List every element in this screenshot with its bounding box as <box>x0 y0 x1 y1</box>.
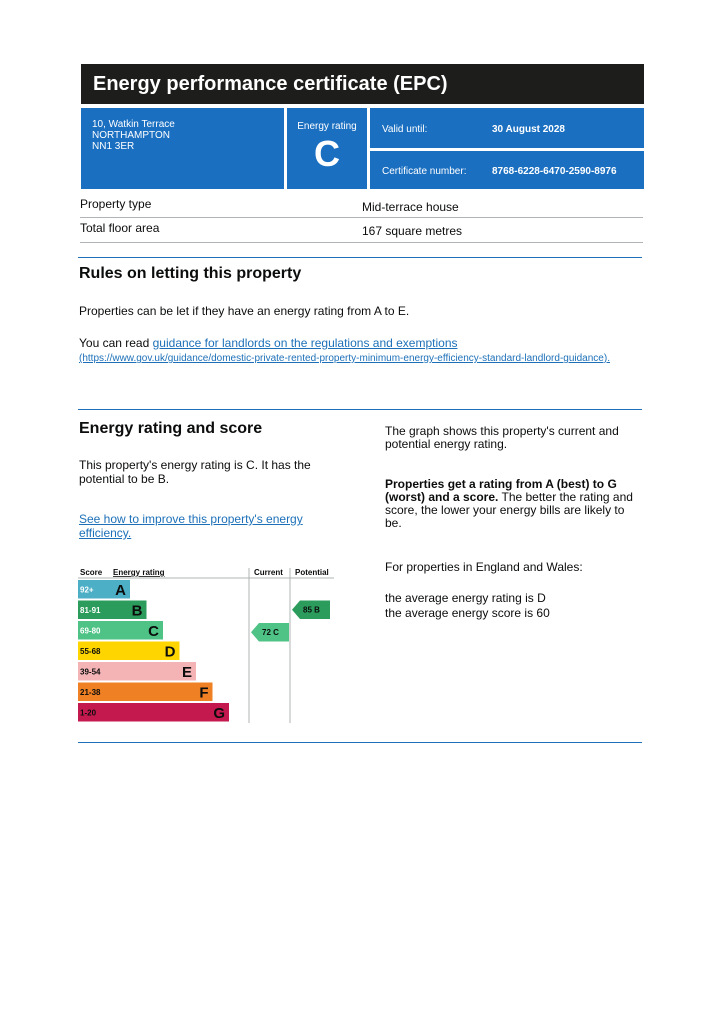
section-divider <box>78 257 642 258</box>
floor-area-label: Total floor area <box>80 221 160 235</box>
score-heading: Energy rating and score <box>79 420 263 437</box>
floor-area-value: 167 square metres <box>362 224 463 238</box>
section-divider <box>78 409 642 410</box>
valid-until-label: Valid until: <box>382 124 428 135</box>
section-divider <box>78 742 642 743</box>
energy-rating-chart <box>78 565 334 725</box>
certificate-header <box>81 108 644 189</box>
rating-explanation-bold: Properties get a rating from A (best) to G (worst) and a score. <box>385 477 617 504</box>
energy-rating-label: Energy rating <box>297 121 357 132</box>
letting-text: Properties can be let if they have an energy rating from A to E. <box>79 304 410 318</box>
header-score: Score <box>80 568 103 577</box>
divider <box>80 242 643 243</box>
energy-rating-letter: C <box>314 133 340 174</box>
certificate-number-box <box>370 151 644 189</box>
band-bar-f <box>106 683 213 702</box>
valid-until-value: 30 August 2028 <box>492 124 565 135</box>
energy-rating-box <box>287 108 367 189</box>
band-letter-e: E <box>181 664 192 681</box>
band-letter-b: B <box>131 602 143 620</box>
graph-description: The graph shows this property's current and potential energy rating. <box>385 424 619 451</box>
band-range-d: 55-68 <box>80 647 101 656</box>
band-range-e: 39-54 <box>80 667 101 677</box>
potential-rating-marker-label: 85 B <box>303 605 320 615</box>
page-title: Energy performance certificate (EPC) <box>81 64 644 104</box>
band-letter-g: G <box>213 705 225 722</box>
band-letter-c: C <box>148 623 159 640</box>
address-line-2: NORTHAMPTON <box>92 130 170 141</box>
band-range-c: 69-80 <box>80 626 101 636</box>
certificate-number-value: 8768-6228-6470-2590-8976 <box>492 166 617 177</box>
band-range-g: 1-20 <box>80 708 97 718</box>
address-line-1: 10, Watkin Terrace <box>92 119 175 130</box>
landlord-guidance-link[interactable]: guidance for landlords on the regulations and exemptions <box>152 336 458 350</box>
band-range-a: 92+ <box>80 585 94 595</box>
rating-explanation <box>385 478 635 530</box>
letting-guidance-prefix: You can read <box>79 336 153 350</box>
letting-heading: Rules on letting this property <box>79 265 302 282</box>
band-letter-a: A <box>115 582 126 599</box>
band-letter-f: F <box>199 684 209 702</box>
average-score: the average energy score is 60 <box>385 606 550 620</box>
band-letter-d: D <box>164 643 176 661</box>
energy-rating-graph <box>78 565 334 725</box>
band-range-b: 81-91 <box>80 606 101 615</box>
average-rating: the average energy rating is D <box>385 591 546 605</box>
divider <box>80 217 643 218</box>
address-box <box>81 108 284 189</box>
property-type-label: Property type <box>80 197 152 211</box>
letting-guidance <box>79 336 639 366</box>
header-potential: Potential <box>295 568 329 577</box>
improve-efficiency-link[interactable]: See how to improve this property's energy efficiency. <box>79 512 303 540</box>
rating-explanation-rest: The better the rating and score, the lower your energy bills are likely to be. <box>385 490 633 530</box>
landlord-guidance-url-link[interactable]: (https://www.gov.uk/guidance/domestic-private-rented-property-minimum-energy-efficiency-standard-landlord-guidance). <box>79 353 610 364</box>
certificate-number-label: Certificate number: <box>382 166 467 177</box>
score-text: This property's energy rating is C. It has the potential to be B. <box>79 458 311 486</box>
header-current: Current <box>254 568 283 577</box>
band-range-f: 21-38 <box>80 688 101 697</box>
england-wales-text: For properties in England and Wales: <box>385 560 583 574</box>
current-rating-marker-label: 72 C <box>262 628 279 637</box>
property-type-value: Mid-terrace house <box>362 200 459 214</box>
band-bar-g <box>106 703 229 722</box>
header-energy-rating: Energy rating <box>113 568 165 577</box>
address-line-3: NN1 3ER <box>92 141 135 152</box>
valid-until-box <box>370 108 644 148</box>
